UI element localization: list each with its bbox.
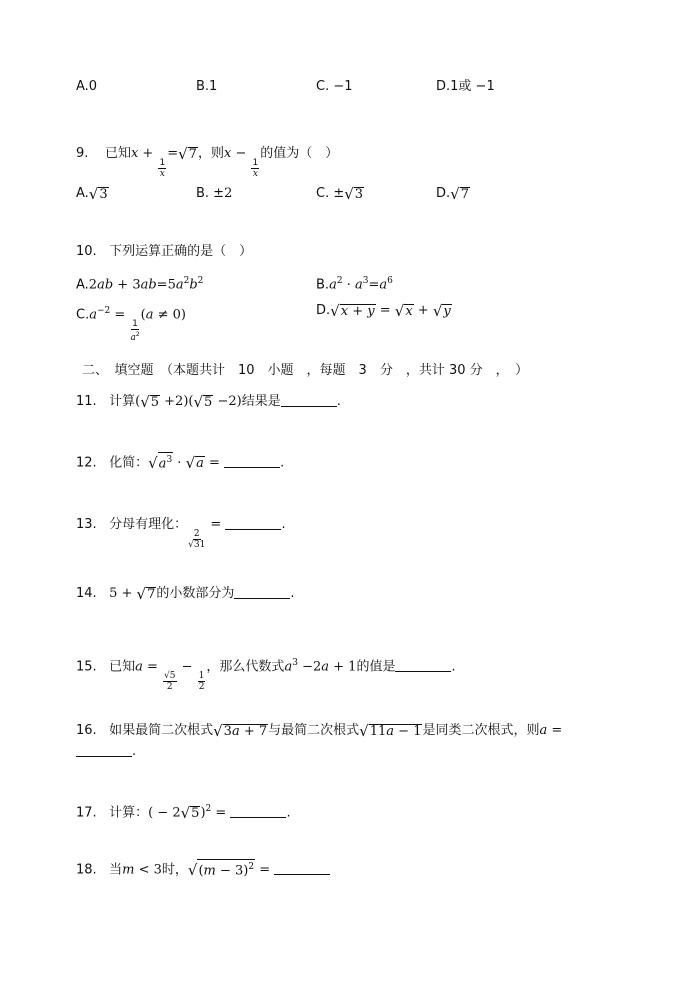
q18-answer-blank[interactable] xyxy=(274,862,330,875)
q13-answer-blank[interactable] xyxy=(225,517,281,530)
question-15: 15. 已知a = $\frac{√5}{2}$ − $\frac{1}{2}$ ，那么代数式$a^3 -2a + 1$的值是 . xyxy=(76,658,456,693)
q17-answer-blank[interactable] xyxy=(230,805,286,818)
question-11: 11. 计算( √ 5 +2)( √ 5 −2)结果是 . xyxy=(76,393,341,411)
q8-option-d: D.1或 −1 xyxy=(436,79,495,94)
q14-answer-blank[interactable] xyxy=(234,586,290,599)
q15-answer-blank[interactable] xyxy=(395,659,451,672)
q16-answer-blank[interactable] xyxy=(76,744,132,757)
q10-option-d: D. √ x + y = √ x + √ y xyxy=(316,302,451,320)
question-13: 13. 分母有理化： $\frac{2}{√31}$ = . xyxy=(76,517,286,550)
question-12: 12. 化简： √ $a^3$ · √ a = . xyxy=(76,452,284,471)
q10-option-b: $B.a^2 \cdot a^3=a^6$ xyxy=(316,276,393,293)
question-14: 14. 5 + √ 7 的小数部分为 . xyxy=(76,585,295,603)
question-9: 9. 已知x + $\frac{1}{x}$ = √ 7 ，则x − $\frac{1}{x}$ 的值为（ ） xyxy=(76,145,339,179)
q10-text: 下列运算正确的是（ ） xyxy=(109,244,253,259)
q9-number: 9. xyxy=(76,146,89,161)
q9-prefix: 已知 xyxy=(104,146,131,161)
section-2-heading: 二、 填空题 （本题共计 10 小题 ，每题 3 分 ，共计 30 分 ， ） xyxy=(82,363,529,378)
q8-option-b: B.1 xyxy=(196,79,218,94)
q9-option-a: A. √ 3 xyxy=(76,185,108,203)
q10-option-c: $C.a^{-2}$ = $\frac{1}{a^2}$ (a ≠ 0) xyxy=(76,306,186,344)
q11-answer-blank[interactable] xyxy=(281,394,337,407)
q10-number: 10. xyxy=(76,244,97,259)
question-18: 18. 当m < 3时， √ $(m - 3)^2$ = xyxy=(76,859,330,878)
question-16-line2: . xyxy=(76,744,136,760)
q9-option-b: B. ±2 xyxy=(196,186,233,201)
q9-option-d: D. √ 7 xyxy=(436,185,469,203)
question-16: 16. 如果最简二次根式 √ 3a + 7 与最简二次根式 √ 11a − 1 是同类二次根式，则a = xyxy=(76,722,563,740)
q9-option-c: C. ± √ 3 xyxy=(316,185,364,203)
q9-suffix: 的值为（ ） xyxy=(260,146,339,161)
q8-option-a: A.0 xyxy=(76,79,98,94)
question-10 xyxy=(76,244,252,260)
q8-option-c: C. −1 xyxy=(316,79,353,94)
q12-answer-blank[interactable] xyxy=(224,455,280,468)
question-17: 17. 计算：( − 2 √ 5 )$^2$ = . xyxy=(76,804,291,823)
q9-mid: ，则 xyxy=(197,146,224,161)
q10-option-a: $A.2ab + 3ab=5a^2b^2$ xyxy=(76,276,204,293)
